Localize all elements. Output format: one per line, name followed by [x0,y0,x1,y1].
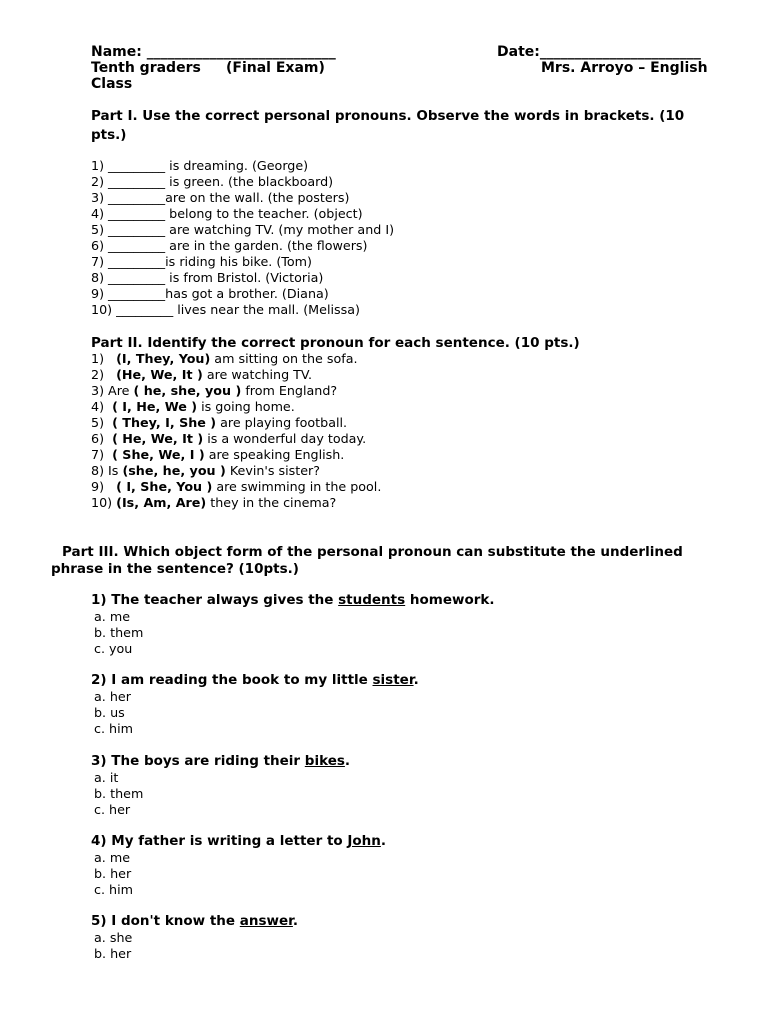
answer-option: b. them [94,625,144,640]
class-label: Class [91,76,133,92]
part2-item-prefix: 10) [91,495,117,510]
underlined-phrase: students [338,592,406,608]
part2-item-choices: (I, They, You) [116,351,211,366]
part2-item [91,495,336,510]
part2-item [91,463,320,478]
answer-option: a. she [94,930,133,946]
teacher-label: Mrs. Arroyo – English [541,60,708,76]
underlined-phrase: answer [239,913,293,930]
part2-item-prefix: 7) [91,447,113,462]
part1-item: 4) _________ belong to the teacher. (object) [91,206,363,221]
part2-item-prefix: 9) [91,479,117,494]
part2-item-prefix: 5) [91,415,113,430]
part2-item [91,479,381,494]
part1-title-line2: pts.) [91,127,127,143]
part2-item-rest: are watching TV. [202,367,312,382]
part3-question [91,753,350,769]
question-text: 2) I am reading the book to my little [91,672,373,689]
part2-item-choices: ( he, she, you ) [133,383,242,398]
part1-item: 8) _________ is from Bristol. (Victoria) [91,270,324,285]
answer-option: c. her [94,801,131,817]
part3-question [91,672,419,688]
part2-item-choices: ( They, I, She ) [112,415,217,430]
part2-item-choices: ( He, We, It ) [112,431,204,446]
date-label: Date: [497,44,540,60]
part1-item: 1) _________ is dreaming. (George) [91,158,309,173]
part2-item-prefix: 8) Is [91,463,123,478]
question-end: . [344,752,351,769]
answer-option: a. me [94,849,131,865]
part2-item-rest: is a wonderful day today. [203,431,367,446]
part2-item-prefix: 4) [91,399,113,414]
part2-item [91,415,347,430]
part3-title-line2: phrase in the sentence? (10pts.) [51,561,299,577]
answer-option: a. her [94,689,131,705]
answer-option: c. him [94,881,133,897]
name-label: Name: [91,44,142,60]
part2-item-rest: is going home. [197,399,295,414]
part2-item-choices: ( She, We, I ) [112,447,205,462]
name-field [91,44,336,60]
part2-item-prefix: 2) [91,367,117,382]
exam-label: (Final Exam) [226,60,325,76]
underlined-phrase: sister [372,672,414,689]
answer-option: a. me [94,609,131,624]
question-text: 4) My father is writing a letter to [91,832,348,849]
part1-item: 3) _________are on the wall. (the posters) [91,190,350,205]
question-text: 1) The teacher always gives the [91,592,339,608]
part2-title: Part II. Identify the correct pronoun for each sentence. (10 pts.) [91,335,580,351]
underlined-phrase: John [347,832,381,849]
part1-item: 10) _________ lives near the mall. (Melissa) [91,302,360,317]
part3-question [91,913,298,929]
part1-item: 6) _________ are in the garden. (the flowers) [91,238,368,253]
part2-item-rest: am sitting on the sofa. [210,351,358,366]
answer-option: b. them [94,785,144,801]
part2-item-rest: are playing football. [216,415,348,430]
part2-item-prefix: 1) [91,351,117,366]
part2-item [91,447,344,462]
question-end: . [292,913,299,930]
part2-item-choices: (she, he, you ) [122,463,226,478]
part2-item-rest: they in the cinema? [206,495,337,510]
part1-title-line1: Part I. Use the correct personal pronouns. Observe the words in brackets. (10 [91,108,685,124]
part2-item-rest: from England? [241,383,338,398]
part2-item-rest: are speaking English. [204,447,345,462]
part2-item [91,367,312,382]
part3-title-line1: Part III. Which object form of the personal pronoun can substitute the underlined [62,544,683,560]
date-field [497,44,701,60]
part2-item [91,431,366,446]
name-blank: ___________________________ [146,44,336,60]
part2-item-choices: ( I, She, You ) [116,479,213,494]
answer-option: a. it [94,769,119,785]
part3-question [91,592,495,608]
part2-item [91,383,337,398]
question-end: . [380,832,387,849]
date-blank: _______________________ [539,44,701,60]
part1-item: 7) _________is riding his bike. (Tom) [91,254,312,269]
underlined-phrase: bikes [304,752,345,769]
question-end: . [413,672,419,689]
part2-item-prefix: 3) Are [91,383,134,398]
part1-item: 5) _________ are watching TV. (my mother and I) [91,222,395,237]
part2-item-rest: are swimming in the pool. [212,479,382,494]
part2-item [91,399,295,414]
answer-option: b. us [94,705,125,721]
part2-item-choices: (Is, Am, Are) [116,495,207,510]
part2-item [91,351,358,366]
grade-label: Tenth graders [91,60,201,76]
part3-question [91,833,386,849]
answer-option: c. you [94,641,133,656]
part2-item-prefix: 6) [91,431,113,446]
part1-item: 9) _________has got a brother. (Diana) [91,286,329,301]
answer-option: b. her [94,865,132,881]
part2-item-choices: ( I, He, We ) [112,399,198,414]
question-text: 3) The boys are riding their [91,752,305,769]
part2-item-rest: Kevin's sister? [225,463,321,478]
part2-item-choices: (He, We, It ) [116,367,203,382]
part1-item: 2) _________ is green. (the blackboard) [91,174,334,189]
question-end: homework. [405,592,495,608]
answer-option: c. him [94,721,133,737]
question-text: 5) I don't know the [91,913,240,930]
answer-option: b. her [94,946,132,962]
